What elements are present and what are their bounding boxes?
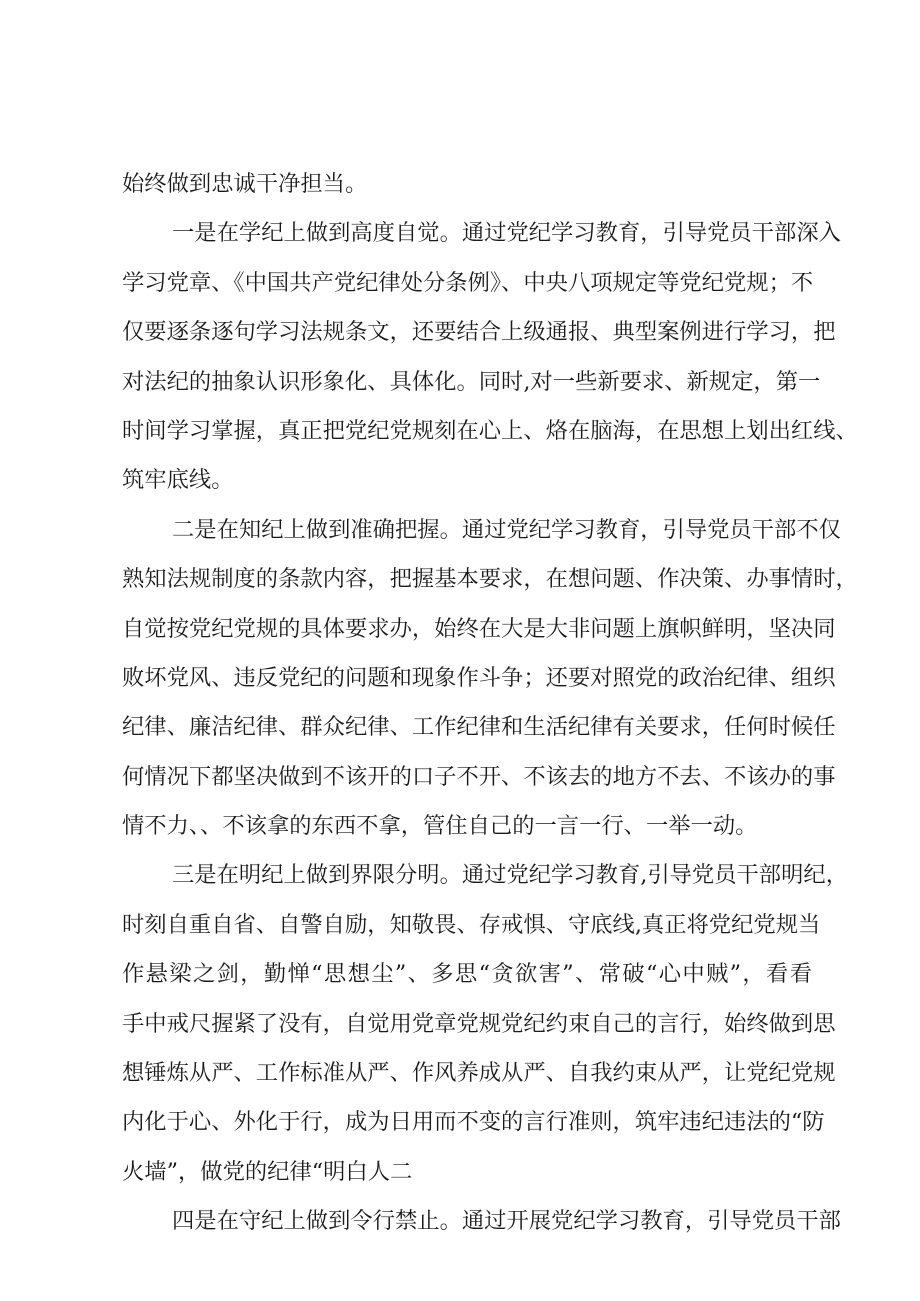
text-line: 对法纪的抽象认识形象化、具体化。同时,对一些新要求、新规定，第一 xyxy=(122,368,821,395)
text-line: 自觉按党纪党规的具体要求办，始终在大是大非问题上旗帜鲜明，坚决同 xyxy=(122,615,836,642)
document-body xyxy=(122,160,858,1247)
text-line: 熟知法规制度的条款内容，把握基本要求，在想问题、作决策、办事情时， xyxy=(122,566,858,593)
text-line: 纪律、廉洁纪律、群众纪律、工作纪律和生活纪律有关要求，任何时候任 xyxy=(122,714,836,741)
text-line: 情不力、、不该拿的东西不拿，管住自己的一言一行、一举一动。 xyxy=(122,813,758,840)
text-line: 时刻自重自省、自警自励，知敬畏、存戒惧、守底线,真正将党纪党规当 xyxy=(122,911,821,938)
text-line: 筑牢底线。 xyxy=(122,467,234,494)
paragraph-2-start: 二是在知纪上做到准确把握。通过党纪学习教育，引导党员干部不仅 xyxy=(172,516,841,543)
text-line: 时间学习掌握，真正把党纪党规刻在心上、烙在脑海，在思想上划出红线、 xyxy=(122,417,858,444)
text-line: 仅要逐条逐句学习法规条文，还要结合上级通报、典型案例进行学习，把 xyxy=(122,319,836,346)
text-line: 何情况下都坚决做到不该开的口子不开、不该去的地方不去、不该办的事 xyxy=(122,763,836,790)
paragraph-4-start: 四是在守纪上做到令行禁止。通过开展党纪学习教育，引导党员干部 xyxy=(172,1208,841,1235)
text-line: 学习党章、《中国共产党纪律处分条例》、中央八项规定等党纪党规；不 xyxy=(122,269,814,296)
text-line: 手中戒尺握紧了没有，自觉用党章党规党纪约束自己的言行，始终做到思 xyxy=(122,1010,836,1037)
paragraph-1-start: 一是在学纪上做到高度自觉。通过党纪学习教育，引导党员干部深入 xyxy=(172,220,841,247)
text-line: 作悬梁之剑，勤惮“思想尘”、多思“贪欲害”、常破“心中贼”，看看 xyxy=(122,961,812,988)
text-line: 败坏党风、违反党纪的问题和现象作斗争；还要对照党的政治纪律、组织 xyxy=(122,664,836,691)
text-line: 火墙”，做党的纪律“明白人二 xyxy=(122,1158,413,1185)
paragraph-3-start: 三是在明纪上做到界限分明。通过党纪学习教育,引导党员干部明纪， xyxy=(172,862,848,889)
text-line: 想锤炼从严、工作标准从严、作风养成从严、自我约束从严，让党纪党规 xyxy=(122,1060,836,1087)
text-line: 内化于心、外化于行，成为日用而不变的言行准则，筑牢违纪违法的“防 xyxy=(122,1109,825,1136)
text-line: 始终做到忠诚干净担当。 xyxy=(122,171,368,197)
